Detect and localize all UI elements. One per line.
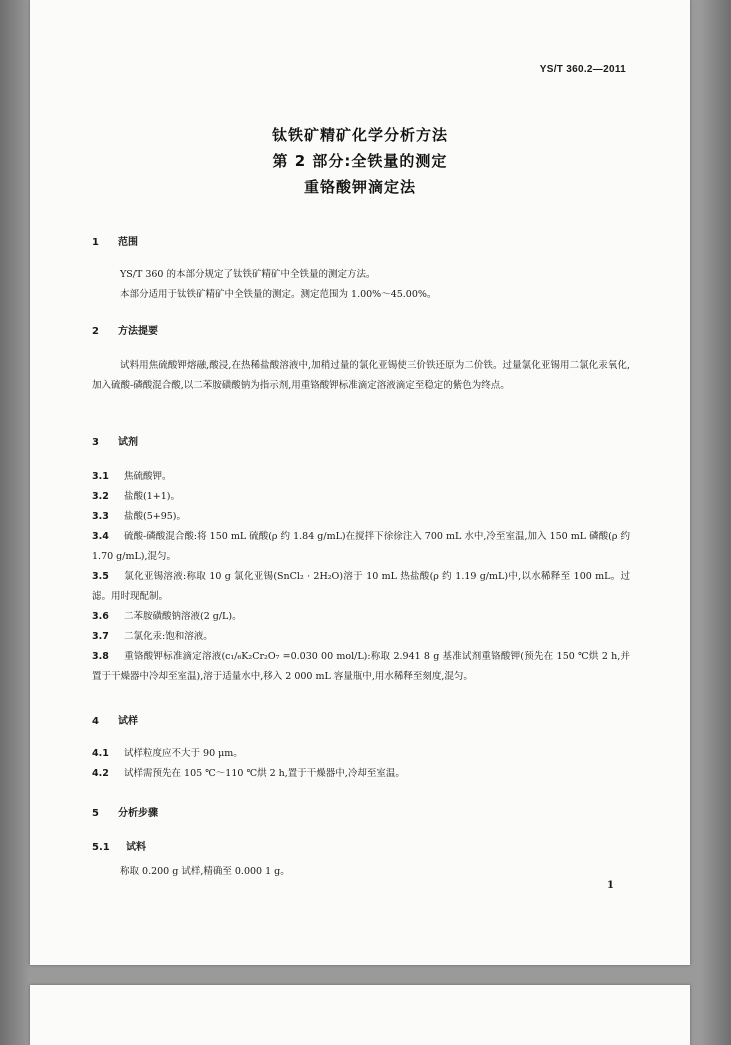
page-number: 1 bbox=[607, 880, 614, 891]
subsection-heading-test-portion bbox=[92, 838, 146, 853]
principle-paragraph: 试料用焦硫酸钾熔融,酸浸,在热稀盐酸溶液中,加稍过量的氯化亚锡使三价铁还原为二价铁。过量氯化亚锡用二氯化汞氧化,加入硫酸-磷酸混合酸,以二苯胺磺酸钠为指示剂,用重铬酸钾标准滴定溶液滴定至稳定的紫色为终点。 bbox=[92, 360, 630, 391]
section-title: 方法提要 bbox=[118, 326, 158, 337]
item-number: 3.7 bbox=[92, 631, 109, 642]
test-portion-paragraph: 称取 0.200 g 试样,精确至 0.000 1 g。 bbox=[120, 866, 290, 877]
section-title: 试剂 bbox=[118, 437, 138, 448]
section-heading-scope bbox=[92, 233, 138, 248]
section-heading-procedure bbox=[92, 804, 158, 819]
reagent-item bbox=[92, 527, 630, 567]
document-subtitle-method: 重铬酸钾滴定法 bbox=[303, 178, 416, 196]
document-subtitle-part: 第 2 部分:全铁量的测定 bbox=[272, 152, 448, 170]
section-number: 5 bbox=[92, 808, 99, 819]
item-text: 二氯化汞:饱和溶液。 bbox=[124, 631, 213, 642]
next-page-edge bbox=[30, 985, 690, 1045]
subsection-number: 5.1 bbox=[92, 842, 110, 853]
section-title: 试样 bbox=[118, 716, 138, 727]
section-heading-sample bbox=[92, 712, 138, 727]
document-page bbox=[30, 0, 690, 965]
item-number: 3.1 bbox=[92, 471, 109, 482]
reagent-item bbox=[92, 467, 630, 487]
item-number: 3.3 bbox=[92, 511, 109, 522]
item-text: 试样粒度应不大于 90 μm。 bbox=[124, 748, 243, 759]
reagent-item bbox=[92, 647, 630, 687]
reagent-item bbox=[92, 507, 630, 527]
scope-paragraph-1: YS/T 360 的本部分规定了钛铁矿精矿中全铁量的测定方法。 bbox=[120, 269, 376, 280]
section-number: 4 bbox=[92, 716, 99, 727]
standard-code: YS/T 360.2—2011 bbox=[539, 64, 626, 75]
reagent-item bbox=[92, 607, 630, 627]
reagent-item bbox=[92, 567, 630, 607]
item-number: 3.4 bbox=[92, 531, 109, 542]
section-title: 分析步骤 bbox=[118, 808, 158, 819]
item-number: 3.8 bbox=[92, 651, 109, 662]
section-number: 2 bbox=[92, 326, 99, 337]
item-number: 4.2 bbox=[92, 768, 109, 779]
scope-paragraph-2: 本部分适用于钛铁矿精矿中全铁量的测定。测定范围为 1.00%～45.00%。 bbox=[120, 289, 437, 300]
item-text: 重铬酸钾标准滴定溶液(c₁/₆K₂Cr₂O₇ =0.030 00 mol/L):称取 2.941 8 g 基准试剂重铬酸钾(预先在 150 ℃烘 2 h,并置于干燥器中冷却至室温),溶于适量水中,移入 2 000 mL 容量瓶中,用水稀释至刻度,混匀。 bbox=[92, 651, 630, 682]
item-text: 盐酸(1+1)。 bbox=[124, 491, 180, 502]
document-title: 钛铁矿精矿化学分析方法 bbox=[271, 126, 448, 144]
section-heading-reagents bbox=[92, 433, 138, 448]
item-number: 3.2 bbox=[92, 491, 109, 502]
item-text: 试样需预先在 105 ℃～110 ℃烘 2 h,置于干燥器中,冷却至室温。 bbox=[124, 768, 405, 779]
item-text: 二苯胺磺酸钠溶液(2 g/L)。 bbox=[124, 611, 242, 622]
section-title: 范围 bbox=[118, 237, 138, 248]
item-number: 3.5 bbox=[92, 571, 109, 582]
item-text: 硫酸-磷酸混合酸:将 150 mL 硫酸(ρ 约 1.84 g/mL)在搅拌下徐徐注入 700 mL 水中,冷至室温,加入 150 mL 磷酸(ρ 约 1.70 g/mL),混匀。 bbox=[92, 531, 630, 562]
section-number: 3 bbox=[92, 437, 99, 448]
subsection-title: 试料 bbox=[126, 842, 146, 853]
sample-item bbox=[92, 764, 630, 784]
item-number: 3.6 bbox=[92, 611, 109, 622]
sample-item bbox=[92, 744, 630, 764]
item-text: 氯化亚锡溶液:称取 10 g 氯化亚锡(SnCl₂ · 2H₂O)溶于 10 mL 热盐酸(ρ 约 1.19 g/mL)中,以水稀释至 100 mL。过滤。用时现配制。 bbox=[92, 571, 630, 602]
item-text: 盐酸(5+95)。 bbox=[124, 511, 187, 522]
section-heading-principle bbox=[92, 322, 158, 337]
item-text: 焦硫酸钾。 bbox=[124, 471, 172, 482]
reagent-item bbox=[92, 487, 630, 507]
section-number: 1 bbox=[92, 237, 99, 248]
item-number: 4.1 bbox=[92, 748, 109, 759]
reagent-item bbox=[92, 627, 630, 647]
